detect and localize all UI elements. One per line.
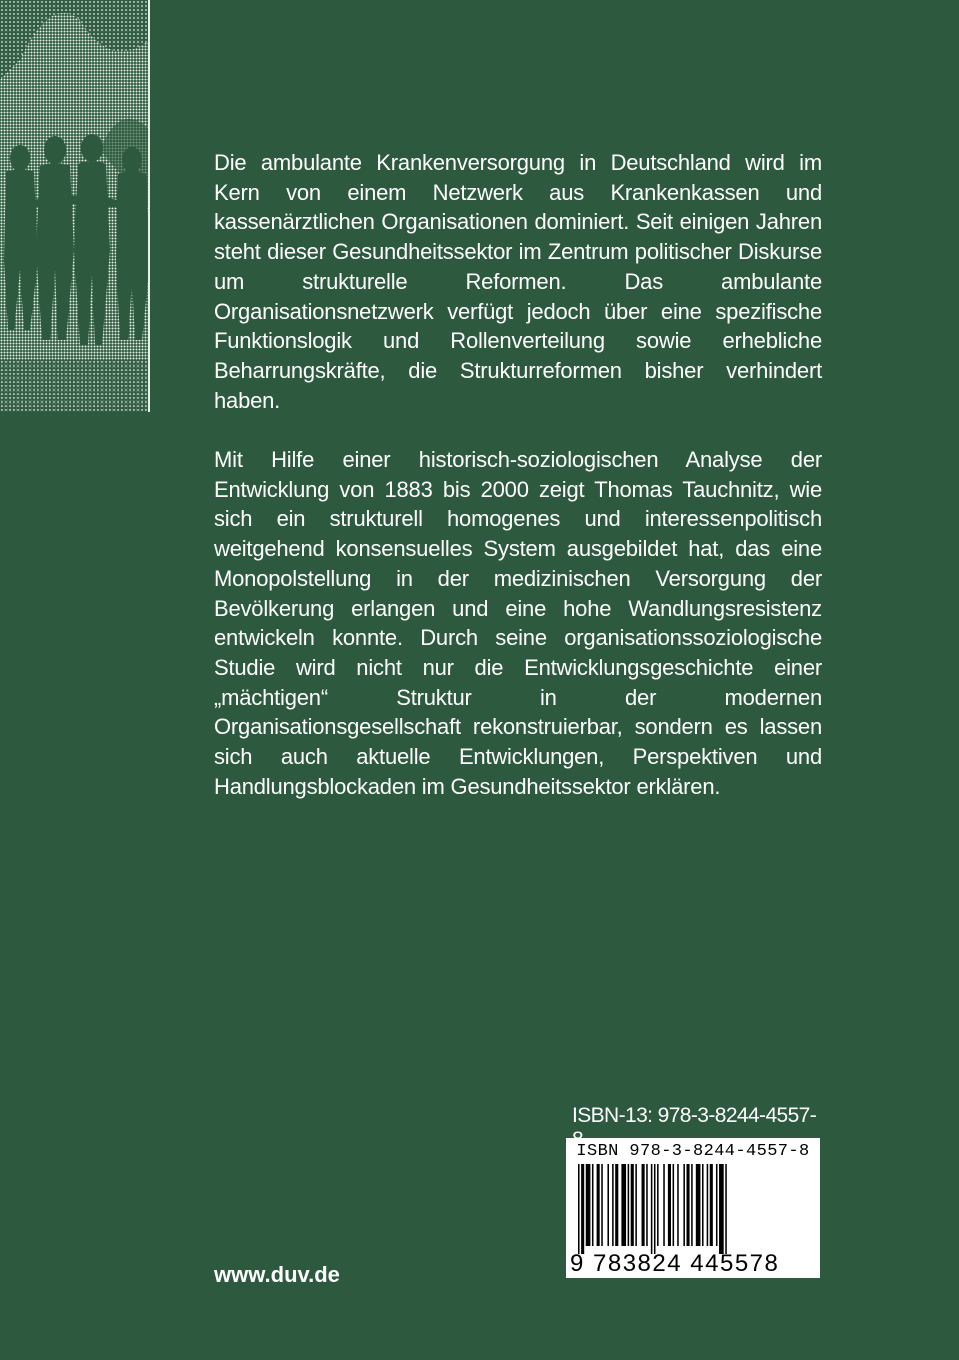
barcode-top-text: ISBN 978-3-8244-4557-8 [576, 1142, 810, 1161]
barcode-bar [651, 1164, 653, 1254]
barcode-bar [716, 1164, 718, 1246]
barcode-bar [597, 1164, 600, 1246]
barcode-bar [707, 1164, 709, 1246]
barcode-bar [635, 1164, 637, 1246]
barcode-bar [719, 1164, 724, 1254]
barcode-bar [710, 1164, 713, 1246]
barcode-bar [581, 1164, 584, 1254]
barcode-bar [668, 1164, 671, 1246]
blurb-paragraph-2: Mit Hilfe einer historisch-soziologischen Analyse der Entwicklung von 1883 bis 2000 zeigt Thomas Tauchnitz, wie sich ein strukturell homogenes und interessenpolitisch weitgehend konsensuelles System ausgebildet hat, das eine Monopolstellung in der medizinischen Versorgung der Bevölkerung erlangen und eine hohe Wandlungsresistenz entwickeln konnte. Durch seine organisationssoziologische Studie wird nicht nur die Entwicklungsgeschichte einer „mächtigen“ Struktur in der modernen Organisationsgesellschaft rekonstruierbar, sondern es lassen sich auch aktuelle Entwicklungen, Perspektiven und Handlungsblockaden im Gesundheitssektor erklären. [214, 447, 822, 799]
barcode-bar [646, 1164, 648, 1246]
barcode-bar [607, 1164, 609, 1246]
barcode-bar [683, 1164, 685, 1246]
barcode-bar [642, 1164, 645, 1246]
barcode-bar [696, 1164, 701, 1246]
blurb-paragraph-1: Die ambulante Krankenversorgung in Deutschland wird im Kern von einem Netzwerk aus Krankenkassen und kassenärztlichen Organisationen dominiert. Seit einigen Jahren steht dieser Gesundheitssektor im Zentrum politischer Diskurse um strukturelle Reformen. Das ambulante Organisationsnetzwerk verfügt jedoch über eine spezifische Funktionslogik und Rollenverteilung sowie erhebliche Beharrungskräfte, die Strukturreformen bisher verhindert haben. [214, 150, 822, 413]
barcode-bar [677, 1164, 679, 1246]
barcode-bar [673, 1164, 675, 1246]
barcode-bar [725, 1164, 727, 1254]
barcode-bar [615, 1164, 618, 1246]
publisher-website: www.duv.de [214, 1262, 340, 1287]
barcode-bar [586, 1164, 591, 1246]
barcode-bar [657, 1164, 659, 1246]
barcode-bar [601, 1164, 603, 1246]
halftone-people-photo [0, 0, 150, 412]
isbn-label: ISBN-13: 978-3-8244-4557- [572, 1104, 817, 1127]
blurb-text [214, 148, 822, 801]
barcode-bar [691, 1164, 693, 1246]
barcode-bar [663, 1164, 665, 1246]
barcode-bar [628, 1164, 630, 1246]
barcode-bar [612, 1164, 614, 1246]
barcode-bar [654, 1164, 656, 1254]
barcode-bar [631, 1164, 634, 1246]
isbn-barcode [566, 1138, 820, 1278]
barcode-bar [702, 1164, 704, 1246]
barcode-bar [687, 1164, 690, 1246]
barcode-digits: 9 783824 445578 [570, 1250, 780, 1277]
barcode-bar [592, 1164, 594, 1246]
barcode-bar [578, 1164, 580, 1254]
barcode-bar [621, 1164, 626, 1246]
